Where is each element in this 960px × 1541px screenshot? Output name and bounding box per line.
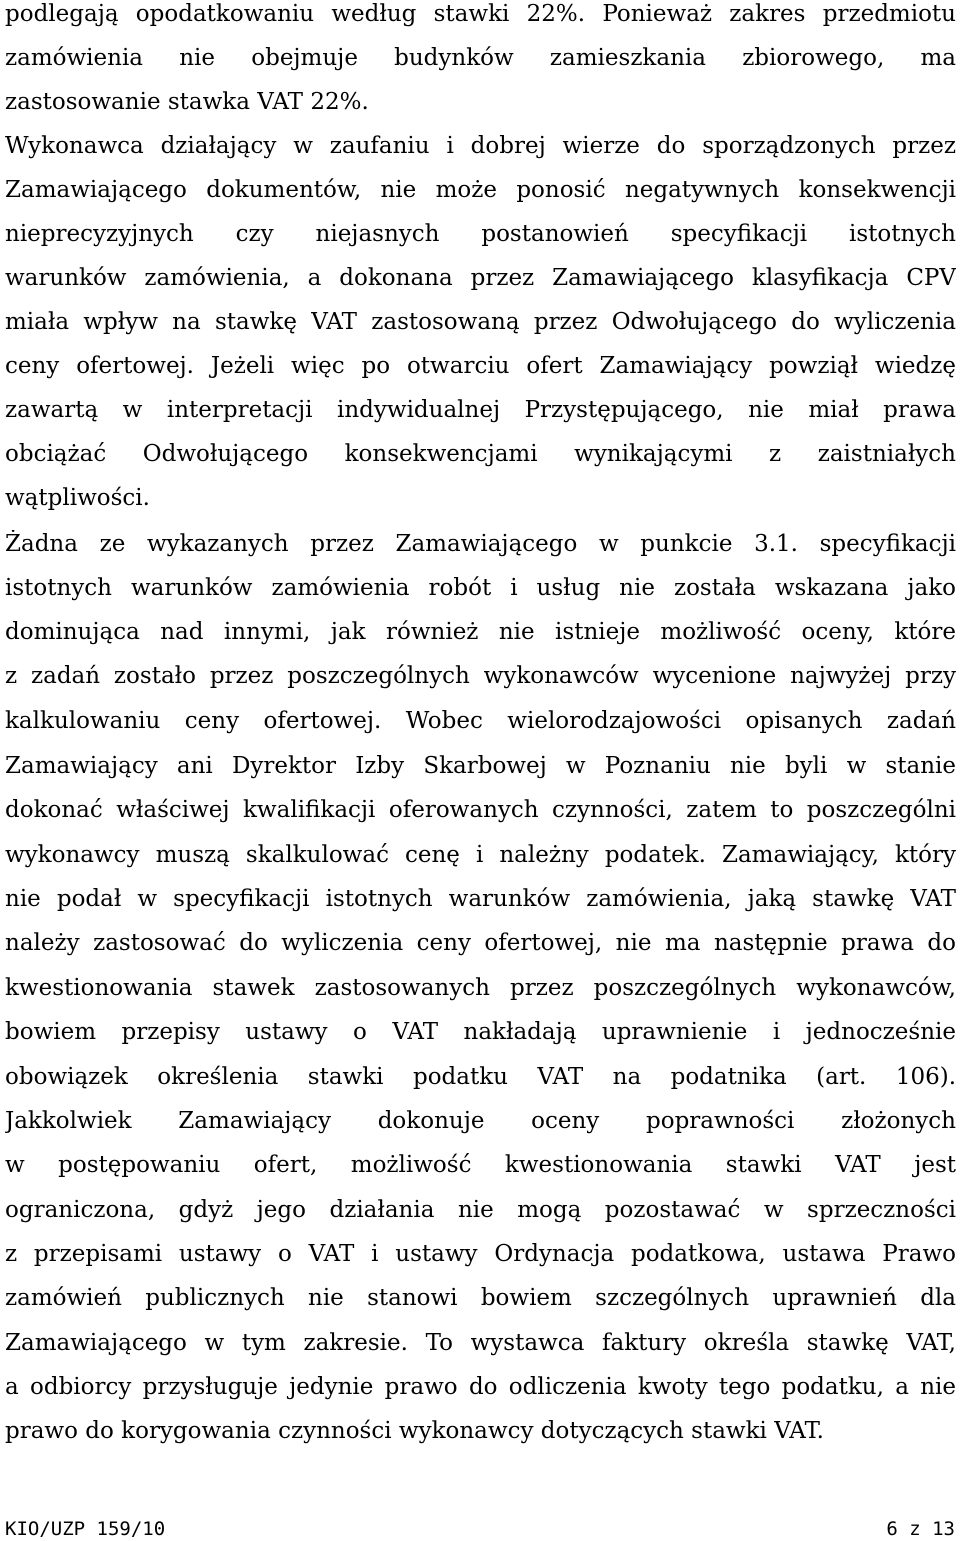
text-line: obciążać Odwołującego konsekwencjami wynikającymi z zaistniałych [5, 441, 956, 467]
text-line: ceny ofertowej. Jeżeli więc po otwarciu ofert Zamawiający powziął wiedzę [5, 353, 956, 379]
text-line: nieprecyzyjnych czy niejasnych postanowień specyfikacji istotnych [5, 221, 956, 247]
text-line: zastosowanie stawka VAT 22%. [5, 89, 369, 115]
text-line: ograniczona, gdyż jego działania nie mogą pozostawać w sprzeczności [5, 1197, 956, 1223]
text-line: kalkulowaniu ceny ofertowej. Wobec wielorodzajowości opisanych zadań [5, 708, 956, 734]
text-line: dominująca nad innymi, jak również nie istnieje możliwość oceny, które [5, 619, 956, 645]
text-line: Wykonawca działający w zaufaniu i dobrej wierze do sporządzonych przez [5, 133, 956, 159]
text-line: dokonać właściwej kwalifikacji oferowanych czynności, zatem to poszczególni [5, 797, 956, 823]
text-line: z zadań zostało przez poszczególnych wykonawców wycenione najwyżej przy [5, 663, 956, 689]
text-line: Żadna ze wykazanych przez Zamawiającego w punkcie 3.1. specyfikacji [5, 531, 956, 557]
text-line: kwestionowania stawek zastosowanych przez poszczególnych wykonawców, [5, 975, 956, 1001]
text-line: zawartą w interpretacji indywidualnej Przystępującego, nie miał prawa [5, 397, 956, 423]
text-line: podlegają opodatkowaniu według stawki 22%. Ponieważ zakres przedmiotu [5, 1, 956, 27]
text-line: w postępowaniu ofert, możliwość kwestionowania stawki VAT jest [5, 1152, 956, 1178]
text-line: wątpliwości. [5, 485, 150, 511]
text-line: z przepisami ustawy o VAT i ustawy Ordynacja podatkowa, ustawa Prawo [5, 1241, 956, 1267]
text-line: obowiązek określenia stawki podatku VAT na podatnika (art. 106). [5, 1064, 956, 1090]
text-line: zamówień publicznych nie stanowi bowiem szczególnych uprawnień dla [5, 1285, 956, 1311]
text-line: należy zastosować do wyliczenia ceny ofertowej, nie ma następnie prawa do [5, 930, 956, 956]
text-line: bowiem przepisy ustawy o VAT nakładają uprawnienie i jednocześnie [5, 1019, 956, 1045]
text-line: Jakkolwiek Zamawiający dokonuje oceny poprawności złożonych [5, 1108, 956, 1134]
text-line: Zamawiającego dokumentów, nie może ponosić negatywnych konsekwencji [5, 177, 956, 203]
text-line: istotnych warunków zamówienia robót i usług nie została wskazana jako [5, 575, 956, 601]
text-line: wykonawcy muszą skalkulować cenę i należny podatek. Zamawiający, który [5, 842, 956, 868]
case-number: KIO/UZP 159/10 [5, 1518, 166, 1540]
text-line: prawo do korygowania czynności wykonawcy dotyczących stawki VAT. [5, 1418, 824, 1444]
text-line: nie podał w specyfikacji istotnych warunków zamówienia, jaką stawkę VAT [5, 886, 956, 912]
page-indicator: 6 z 13 [886, 1518, 955, 1540]
text-line: Zamawiający ani Dyrektor Izby Skarbowej w Poznaniu nie byli w stanie [5, 753, 956, 779]
text-line: zamówienia nie obejmuje budynków zamieszkania zbiorowego, ma [5, 45, 956, 71]
text-line: miała wpływ na stawkę VAT zastosowaną przez Odwołującego do wyliczenia [5, 309, 956, 335]
text-line: a odbiorcy przysługuje jedynie prawo do odliczenia kwoty tego podatku, a nie [5, 1374, 956, 1400]
text-line: Zamawiającego w tym zakresie. To wystawca faktury określa stawkę VAT, [5, 1330, 956, 1356]
text-line: warunków zamówienia, a dokonana przez Zamawiającego klasyfikacja CPV [5, 265, 956, 291]
